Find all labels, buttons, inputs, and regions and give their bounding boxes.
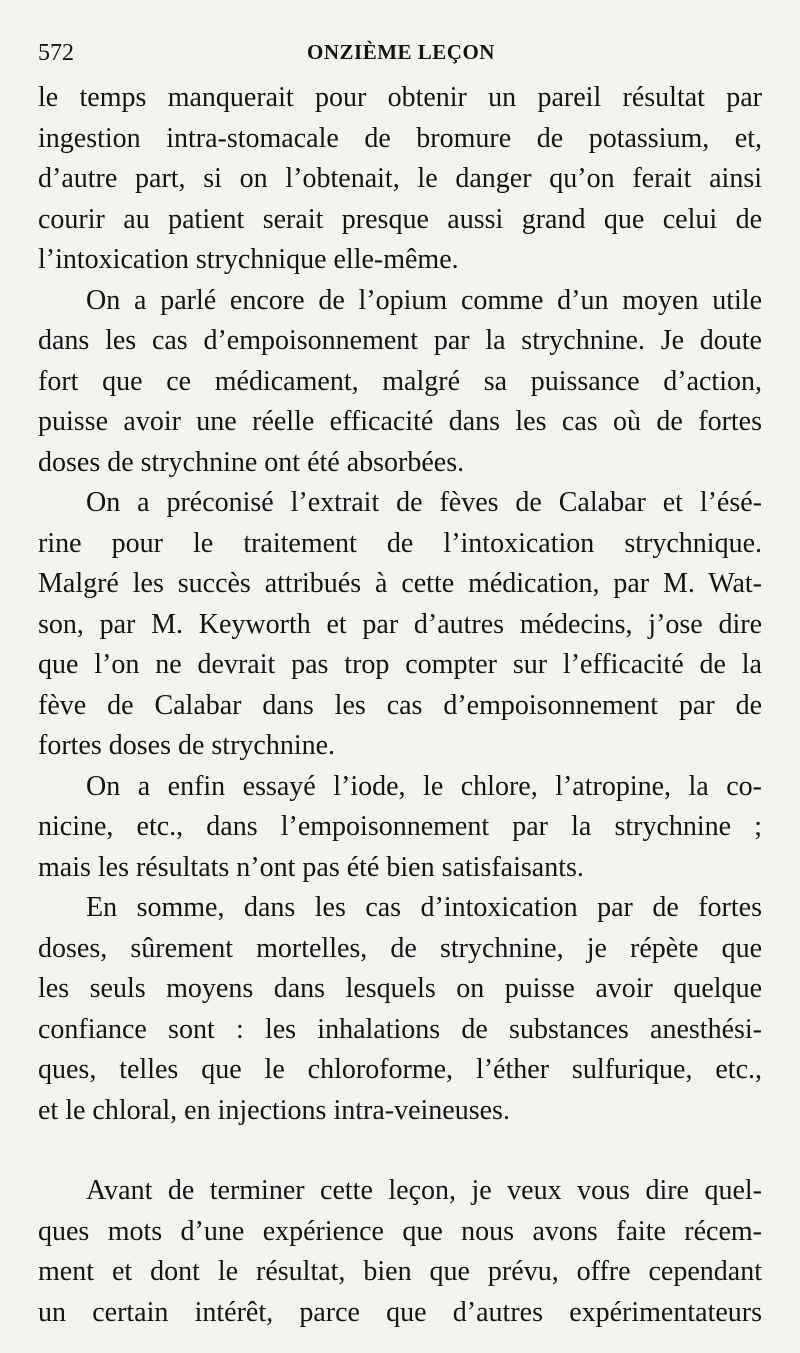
text-line: courir au patient serait presque aussi grand que celui de — [38, 203, 762, 235]
text-line: son, par M. Keyworth et par d’autres médecins, j’ose dire — [38, 608, 762, 640]
text-line: et le chloral, en injections intra-veineuses. — [38, 1094, 510, 1126]
text-line: ingestion intra-stomacale de bromure de potassium, et, — [38, 122, 762, 154]
text-line: puisse avoir une réelle efficacité dans les cas où de fortes — [38, 406, 762, 437]
text-line: mais les résultats n’ont pas été bien satisfaisants. — [38, 851, 584, 883]
text-line: ques, telles que le chloroforme, l’éther sulfurique, etc., — [38, 1054, 762, 1085]
text-line: les seuls moyens dans lesquels on puisse avoir quelque — [38, 973, 762, 1004]
paragraph — [38, 767, 762, 889]
text-line: doses, sûrement mortelles, de strychnine, je répète que — [38, 932, 762, 964]
text-line: Malgré les succès attribués à cette médication, par M. Wat- — [38, 568, 762, 599]
running-title: ONZIÈME LEÇON — [307, 40, 495, 64]
text-line: En somme, dans les cas d’intoxication par de fortes — [86, 892, 762, 923]
paragraph — [38, 281, 762, 484]
text-line: le temps manquerait pour obtenir un pareil résultat par — [38, 82, 762, 113]
text-line: l’intoxication strychnique elle-même. — [38, 244, 459, 275]
paragraph — [38, 483, 762, 767]
text-line: On a parlé encore de l’opium comme d’un moyen utile — [86, 284, 762, 316]
text-line: rine pour le traitement de l’intoxication strychnique. — [38, 527, 762, 559]
paragraph — [38, 888, 762, 1131]
text-line: fève de Calabar dans les cas d’empoisonnement par de — [38, 689, 762, 721]
text-line: que l’on ne devrait pas trop compter sur l’efficacité de la — [38, 649, 762, 680]
text-line: doses de strychnine ont été absorbées. — [38, 446, 465, 478]
text-line: dans les cas d’empoisonnement par la strychnine. Je doute — [38, 325, 762, 356]
text-line: On a préconisé l’extrait de fèves de Calabar et l’ésé- — [86, 487, 762, 518]
text-line: On a enfin essayé l’iode, le chlore, l’atropine, la co- — [86, 770, 762, 802]
page-number: 572 — [38, 40, 74, 66]
text-line: un certain intérêt, parce que d’autres expérimentateurs — [38, 1296, 762, 1328]
text-line: confiance sont : les inhalations de substances anesthési- — [38, 1013, 762, 1045]
section-gap — [38, 1131, 762, 1171]
paragraph — [38, 1171, 762, 1333]
text-line: ques mots d’une expérience que nous avons faite récem- — [38, 1215, 762, 1247]
text-line: Avant de terminer cette leçon, je veux vous dire quel- — [86, 1175, 762, 1206]
text-line: ment et dont le résultat, bien que prévu, offre cependant — [38, 1256, 762, 1287]
text-line: fortes doses de strychnine. — [38, 730, 336, 761]
paragraph — [38, 78, 762, 281]
page-header — [38, 40, 764, 74]
text-line: d’autre part, si on l’obtenait, le danger qu’on ferait ainsi — [38, 163, 762, 194]
body-text — [38, 78, 762, 1333]
text-line: fort que ce médicament, malgré sa puissance d’action, — [38, 365, 762, 397]
text-line: nicine, etc., dans l’empoisonnement par la strychnine ; — [38, 811, 762, 842]
